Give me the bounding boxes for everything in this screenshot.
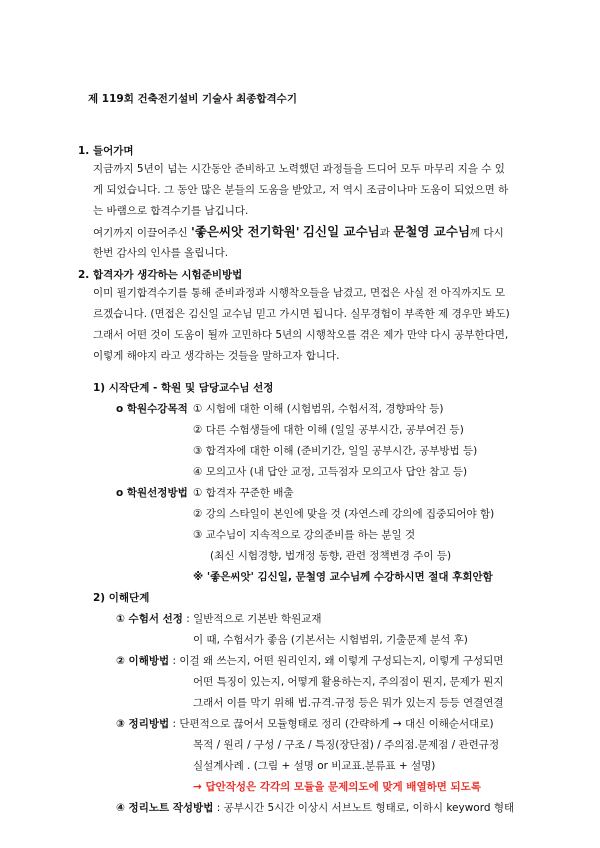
thanks-prefix: 여기까지 이끌어주신 xyxy=(93,227,191,239)
select-item-note: (최신 시험경향, 법개정 동향, 관련 정책변경 주이 등) xyxy=(210,550,452,562)
organize-label: ③ 정리방법 xyxy=(116,718,170,730)
textbook-text: : 일반적으로 기본반 학원교재 xyxy=(182,613,322,625)
purpose-item: ③ 합격자에 대한 이해 (준비기간, 일일 공부시간, 공부방법 등) xyxy=(193,445,478,457)
organize-continuation: 실설계사례 . (그림 + 설명 or 비교표.분류표 + 설명) xyxy=(193,760,436,772)
organize-text: : 단편적으로 끊어서 모듈형태로 정리 (간략하게 → 대신 이해순서대로) xyxy=(169,718,494,730)
method-label: ② 이해방법 xyxy=(116,655,170,667)
method-continuation: 그래서 이를 막기 위해 법.규격.규정 등은 뭐가 있는지 등등 연결연결 xyxy=(193,697,504,709)
section-2-heading: 2. 합격자가 생각하는 시험준비방법 xyxy=(78,269,243,281)
section-1-heading: 1. 들어가며 xyxy=(78,145,134,157)
textbook-label: ① 수험서 선정 xyxy=(116,613,183,625)
section-2-paragraph-line: 이미 필기합격수기를 통해 준비과정과 시행착오들을 남겼고, 면접은 사실 전 아직까지도 모 xyxy=(93,287,506,299)
note-method-text: : 공부시간 5시간 이상시 서브노트 형태로, 이하시 keyword 형태 xyxy=(213,802,515,814)
section-2-paragraph-line: 그래서 어떤 것이 도움이 될까 고민하다 5년의 시행착오를 겪은 제가 만약 다시 공부한다면, xyxy=(93,329,509,341)
document-title: 제 119회 건축전기설비 기술사 최종합격수기 xyxy=(88,93,297,105)
method-continuation: 어떤 특징이 있는지, 어떻게 활용하는지, 주의점이 뭔지, 문제가 뭔지 xyxy=(193,676,504,688)
step-1-heading: 1) 시작단계 - 학원 및 담당교수님 선정 xyxy=(93,382,274,394)
understand-item-3 xyxy=(116,717,494,731)
thanks-end: 한번 감사의 인사를 올립니다. xyxy=(93,247,229,259)
select-item: ① 합격자 꾸준한 배출 xyxy=(193,487,294,499)
method-text: : 이걸 왜 쓰는지, 어떤 원리인지, 왜 이렇게 구성되는지, 이렇게 구성되면 xyxy=(169,655,504,667)
select-label: o 학원선정방법 xyxy=(116,487,188,499)
section-1-paragraph-line: 게 되었습니다. 그 동안 많은 분들의 도움을 받았고, 저 역시 조금이나마 도움이 되었으면 하 xyxy=(93,184,509,196)
teacher-name-1: 김신일 교수님 xyxy=(302,224,380,239)
section-2-paragraph-line: 이렇게 해야지 라고 생각하는 것들을 말하고자 합니다. xyxy=(93,350,340,362)
purpose-item: ② 다른 수험생들에 대한 이해 (일일 공부시간, 공부여건 등) xyxy=(193,424,464,436)
section-1-paragraph-line: 지금까지 5년이 넘는 시간동안 준비하고 노력했던 과정들을 드디어 모두 마무리 지을 수 있 xyxy=(93,163,505,175)
academy-name: '좋은씨앗 전기학원' xyxy=(190,224,300,239)
purpose-label: o 학원수강목적 xyxy=(116,403,188,415)
section-2-paragraph-line: 르겠습니다. (면접은 김신일 교수님 믿고 가시면 됩니다. 실무경험이 부족한 제 경우만 봐도) xyxy=(93,308,510,320)
select-item: ③ 교수님이 지속적으로 강의준비를 하는 분일 것 xyxy=(193,529,416,541)
thanks-suffix: 께 다시 xyxy=(470,227,504,239)
understand-item-4 xyxy=(116,801,514,815)
step-2-heading: 2) 이해단계 xyxy=(93,592,150,604)
organize-continuation: 목적 / 원리 / 구성 / 구조 / 특징(장단점) / 주의점.문제점 / 관련규정 xyxy=(193,739,500,751)
section-1-paragraph-line: 는 바램으로 합격수기를 남깁니다. xyxy=(93,205,249,217)
purpose-item: ① 시험에 대한 이해 (시험범위, 수험서적, 경향파악 등) xyxy=(193,403,444,415)
recommendation-note: ※ '좋은씨앗' 김신일, 문철영 교수님께 수강하시면 절대 후회안함 xyxy=(193,571,493,583)
note-method-label: ④ 정리노트 작성방법 xyxy=(116,802,214,814)
answer-tip: → 답안작성은 각각의 모듈을 문제의도에 맞게 배열하면 되도록 xyxy=(193,781,481,793)
purpose-item: ④ 모의고사 (내 답안 교정, 고득점자 모의고사 답안 참고 등) xyxy=(193,466,468,478)
teacher-name-2: 문철영 교수님 xyxy=(393,224,471,239)
understand-item-1 xyxy=(116,612,322,626)
textbook-continuation: 이 때, 수험서가 좋음 (기본서는 시험범위, 기출문제 분석 후) xyxy=(193,634,468,646)
select-item: ② 강의 스타일이 본인에 맞을 것 (자연스레 강의에 집중되어야 함) xyxy=(193,508,495,520)
thanks-conjunction: 과 xyxy=(379,227,394,239)
understand-item-2 xyxy=(116,654,503,668)
thanks-line xyxy=(93,225,504,240)
